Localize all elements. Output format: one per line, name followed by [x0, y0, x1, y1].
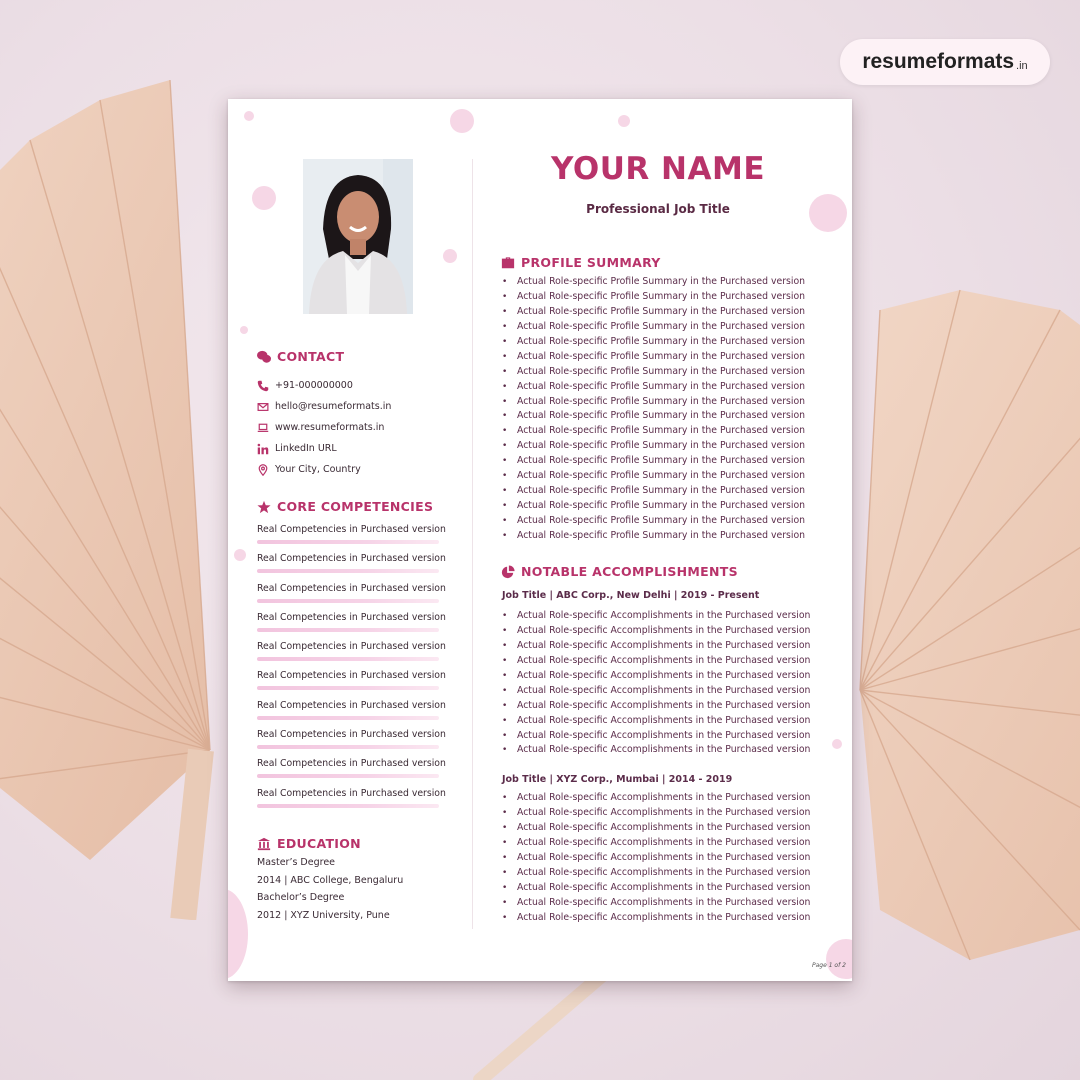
- decor-dot: [832, 739, 842, 749]
- website-text[interactable]: www.resumeformats.in: [275, 422, 385, 433]
- accomplishment-bullet: • Actual Role-specific Accomplishments in the Purchased version: [502, 851, 822, 866]
- contact-title: CONTACT: [277, 349, 345, 364]
- summary-bullet: • Actual Role-specific Profile Summary in the Purchased version: [502, 439, 822, 454]
- contact-linkedin[interactable]: [257, 438, 467, 459]
- brand-logo: [840, 39, 1050, 85]
- competency-item: [257, 610, 452, 639]
- education-line: Bachelor’s Degree: [257, 892, 345, 904]
- decor-dot: [443, 249, 457, 263]
- laptop-icon: [257, 422, 269, 434]
- summary-bullet: • Actual Role-specific Profile Summary in the Purchased version: [502, 350, 822, 365]
- contact-location: [257, 459, 467, 480]
- competency-label: Real Competencies in Purchased version: [257, 670, 446, 682]
- envelope-icon: [257, 401, 269, 413]
- competency-item: [257, 727, 452, 756]
- competency-label: Real Competencies in Purchased version: [257, 611, 446, 623]
- resume-page: [228, 99, 852, 981]
- education-title: EDUCATION: [277, 836, 361, 851]
- phone-text: +91-000000000: [275, 380, 353, 391]
- competency-label: Real Competencies in Purchased version: [257, 699, 446, 711]
- linkedin-text[interactable]: LinkedIn URL: [275, 443, 337, 454]
- contact-phone: [257, 375, 467, 396]
- contact-email[interactable]: [257, 396, 467, 417]
- profile-summary-list: [502, 275, 822, 544]
- summary-bullet: • Actual Role-specific Profile Summary in the Purchased version: [502, 469, 822, 484]
- accomplishment-bullet: • Actual Role-specific Accomplishments in the Purchased version: [502, 624, 822, 639]
- summary-bullet: • Actual Role-specific Profile Summary in the Purchased version: [502, 499, 822, 514]
- profile-summary-title: PROFILE SUMMARY: [521, 255, 661, 270]
- competency-label: Real Competencies in Purchased version: [257, 553, 446, 565]
- brand-name: resumeformats: [862, 50, 1015, 73]
- competency-underline: [257, 569, 439, 573]
- education-list: [257, 857, 457, 928]
- contact-website[interactable]: [257, 417, 467, 438]
- accomplishment-bullet: • Actual Role-specific Accomplishments in the Purchased version: [502, 881, 822, 896]
- competency-label: Real Competencies in Purchased version: [257, 524, 446, 535]
- candidate-name: YOUR NAME: [551, 151, 765, 187]
- summary-bullet: • Actual Role-specific Profile Summary in the Purchased version: [502, 484, 822, 499]
- accomplishment-bullet: • Actual Role-specific Accomplishments in the Purchased version: [502, 639, 822, 654]
- competency-item: [257, 668, 452, 697]
- accomplishment-bullet: • Actual Role-specific Accomplishments in the Purchased version: [502, 806, 822, 821]
- institution-icon: [257, 837, 271, 851]
- summary-bullet: • Actual Role-specific Profile Summary in the Purchased version: [502, 320, 822, 335]
- summary-bullet: • Actual Role-specific Profile Summary in the Purchased version: [502, 380, 822, 395]
- accomplishment-bullet: • Actual Role-specific Accomplishments in the Purchased version: [502, 866, 822, 881]
- competencies-list: [257, 522, 452, 815]
- decor-dot: [244, 111, 254, 121]
- summary-bullet: • Actual Role-specific Profile Summary in the Purchased version: [502, 305, 822, 320]
- summary-bullet: • Actual Role-specific Profile Summary in the Purchased version: [502, 275, 822, 290]
- competency-underline: [257, 716, 439, 720]
- pie-chart-icon: [501, 565, 515, 579]
- competency-underline: [257, 686, 439, 690]
- job-heading-2: Job Title | XYZ Corp., Mumbai | 2014 - 2019: [502, 774, 733, 785]
- competency-item: [257, 522, 452, 551]
- profile-photo: [303, 159, 413, 314]
- job-1-accomplishments: [502, 609, 822, 758]
- competencies-heading: [257, 499, 433, 514]
- accomplishment-bullet: • Actual Role-specific Accomplishments in the Purchased version: [502, 821, 822, 836]
- accomplishment-bullet: • Actual Role-specific Accomplishments in the Purchased version: [502, 729, 822, 744]
- education-heading: [257, 836, 361, 851]
- competency-item: [257, 698, 452, 727]
- competency-item: [257, 786, 452, 815]
- job-heading-1: Job Title | ABC Corp., New Delhi | 2019 - Present: [502, 590, 760, 601]
- summary-bullet: • Actual Role-specific Profile Summary in the Purchased version: [502, 409, 822, 424]
- summary-bullet: • Actual Role-specific Profile Summary in the Purchased version: [502, 424, 822, 439]
- competency-underline: [257, 657, 439, 661]
- chat-bubbles-icon: [257, 350, 271, 364]
- location-text: Your City, Country: [275, 464, 361, 475]
- accomplishment-bullet: • Actual Role-specific Accomplishments in the Purchased version: [502, 791, 822, 806]
- decor-dot: [826, 939, 852, 979]
- education-line: 2014 | ABC College, Bengaluru: [257, 874, 404, 886]
- decor-dot: [234, 549, 246, 561]
- competency-label: Real Competencies in Purchased version: [257, 729, 446, 741]
- competency-label: Real Competencies in Purchased version: [257, 758, 446, 770]
- education-line: Master’s Degree: [257, 857, 336, 868]
- competencies-title: CORE COMPETENCIES: [277, 499, 434, 514]
- competency-underline: [257, 628, 439, 632]
- email-text[interactable]: hello@resumeformats.in: [275, 401, 392, 412]
- accomplishments-heading: [501, 564, 738, 579]
- summary-bullet: • Actual Role-specific Profile Summary in the Purchased version: [502, 514, 822, 529]
- education-line: 2012 | XYZ University, Pune: [257, 910, 390, 922]
- star-icon: [257, 500, 271, 514]
- profile-summary-heading: [501, 255, 661, 270]
- linkedin-icon: [257, 443, 269, 455]
- competency-item: [257, 551, 452, 580]
- competency-underline: [257, 745, 439, 749]
- decor-dot: [228, 889, 248, 979]
- accomplishment-bullet: • Actual Role-specific Accomplishments in the Purchased version: [502, 836, 822, 851]
- competency-underline: [257, 599, 439, 603]
- competency-item: [257, 756, 452, 785]
- summary-bullet: • Actual Role-specific Profile Summary in the Purchased version: [502, 454, 822, 469]
- competency-underline: [257, 540, 439, 544]
- summary-bullet: • Actual Role-specific Profile Summary in the Purchased version: [502, 335, 822, 350]
- briefcase-icon: [501, 256, 515, 270]
- accomplishment-bullet: • Actual Role-specific Accomplishments in the Purchased version: [502, 654, 822, 669]
- summary-bullet: • Actual Role-specific Profile Summary in the Purchased version: [502, 529, 822, 544]
- accomplishment-bullet: • Actual Role-specific Accomplishments in the Purchased version: [502, 896, 822, 911]
- page-number: Page 1 of 2: [812, 962, 846, 969]
- accomplishments-title: NOTABLE ACCOMPLISHMENTS: [521, 564, 738, 579]
- accomplishment-bullet: • Actual Role-specific Accomplishments in the Purchased version: [502, 714, 822, 729]
- competency-item: [257, 639, 452, 668]
- summary-bullet: • Actual Role-specific Profile Summary in the Purchased version: [502, 365, 822, 380]
- accomplishment-bullet: • Actual Role-specific Accomplishments in the Purchased version: [502, 911, 822, 926]
- decor-dot: [450, 109, 474, 133]
- brand-tld: .in: [1016, 60, 1028, 72]
- competency-item: [257, 581, 452, 610]
- accomplishment-bullet: • Actual Role-specific Accomplishments in the Purchased version: [502, 743, 822, 758]
- competency-label: Real Competencies in Purchased version: [257, 582, 446, 594]
- summary-bullet: • Actual Role-specific Profile Summary in the Purchased version: [502, 290, 822, 305]
- accomplishment-bullet: • Actual Role-specific Accomplishments in the Purchased version: [502, 669, 822, 684]
- competency-underline: [257, 774, 439, 778]
- competency-label: Real Competencies in Purchased version: [257, 787, 446, 799]
- location-pin-icon: [257, 464, 269, 476]
- phone-icon: [257, 380, 269, 392]
- decor-dot: [618, 115, 630, 127]
- summary-bullet: • Actual Role-specific Profile Summary in the Purchased version: [502, 395, 822, 410]
- accomplishment-bullet: • Actual Role-specific Accomplishments in the Purchased version: [502, 609, 822, 624]
- candidate-job-title: Professional Job Title: [586, 202, 730, 216]
- competency-label: Real Competencies in Purchased version: [257, 641, 446, 653]
- contact-heading: [257, 349, 344, 364]
- accomplishment-bullet: • Actual Role-specific Accomplishments in the Purchased version: [502, 699, 822, 714]
- column-divider: [472, 159, 473, 929]
- contact-list: [257, 375, 467, 480]
- job-2-accomplishments: [502, 791, 822, 925]
- decor-dot: [252, 186, 276, 210]
- accomplishment-bullet: • Actual Role-specific Accomplishments in the Purchased version: [502, 684, 822, 699]
- decor-dot: [240, 326, 248, 334]
- competency-underline: [257, 804, 439, 808]
